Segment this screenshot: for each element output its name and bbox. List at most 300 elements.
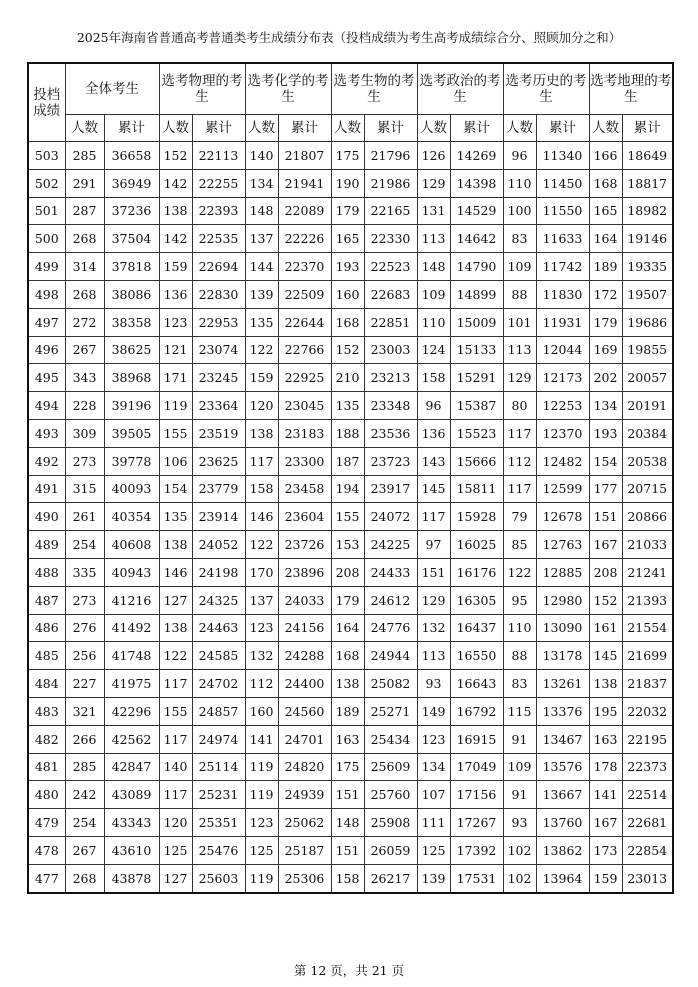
score-cell: 496: [28, 336, 65, 364]
table-row: [28, 308, 673, 336]
group-header: 选考化学的考生: [245, 63, 331, 115]
count-cell: 168: [331, 642, 364, 670]
cumulative-cell: 23213: [364, 364, 417, 392]
table-row: [28, 142, 673, 170]
count-cell: 158: [417, 364, 450, 392]
cumulative-cell: 23245: [192, 364, 245, 392]
cumulative-cell: 25082: [364, 670, 417, 698]
count-cell: 285: [65, 753, 104, 781]
cumulative-cell: 15666: [450, 447, 503, 475]
cumulative-cell: 13667: [536, 781, 589, 809]
cumulative-cell: 22195: [622, 725, 673, 753]
count-cell: 112: [503, 447, 536, 475]
cumulative-cell: 38358: [104, 308, 159, 336]
cumulative-cell: 21941: [278, 169, 331, 197]
cumulative-cell: 13090: [536, 614, 589, 642]
count-cell: 188: [331, 419, 364, 447]
count-cell: 148: [417, 253, 450, 281]
count-header: 人数: [417, 115, 450, 142]
cumulative-cell: 22854: [622, 836, 673, 864]
cumulative-cell: 18649: [622, 142, 673, 170]
count-cell: 139: [417, 864, 450, 892]
score-cell: 484: [28, 670, 65, 698]
cumulative-cell: 24820: [278, 753, 331, 781]
count-cell: 122: [245, 336, 278, 364]
cumulative-header: 累计: [278, 115, 331, 142]
count-header: 人数: [331, 115, 364, 142]
count-cell: 143: [417, 447, 450, 475]
count-cell: 134: [245, 169, 278, 197]
count-cell: 131: [417, 197, 450, 225]
count-cell: 119: [245, 864, 278, 892]
cumulative-cell: 41975: [104, 670, 159, 698]
cumulative-cell: 22113: [192, 142, 245, 170]
cumulative-cell: 23604: [278, 503, 331, 531]
cumulative-cell: 21699: [622, 642, 673, 670]
count-cell: 117: [159, 725, 192, 753]
count-cell: 193: [331, 253, 364, 281]
cumulative-cell: 12980: [536, 586, 589, 614]
cumulative-cell: 24433: [364, 558, 417, 586]
table-row: [28, 781, 673, 809]
count-cell: 142: [159, 169, 192, 197]
cumulative-cell: 24857: [192, 697, 245, 725]
cumulative-cell: 21986: [364, 169, 417, 197]
count-cell: 123: [245, 614, 278, 642]
score-cell: 479: [28, 809, 65, 837]
table-row: [28, 447, 673, 475]
cumulative-cell: 42562: [104, 725, 159, 753]
cumulative-cell: 20866: [622, 503, 673, 531]
table-row: [28, 364, 673, 392]
cumulative-cell: 41492: [104, 614, 159, 642]
score-cell: 483: [28, 697, 65, 725]
count-cell: 122: [503, 558, 536, 586]
cumulative-cell: 40093: [104, 475, 159, 503]
group-header: 选考地理的考生: [589, 63, 673, 115]
cumulative-header: 累计: [536, 115, 589, 142]
cumulative-cell: 26217: [364, 864, 417, 892]
cumulative-cell: 23896: [278, 558, 331, 586]
cumulative-cell: 23074: [192, 336, 245, 364]
count-cell: 140: [245, 142, 278, 170]
cumulative-cell: 43089: [104, 781, 159, 809]
count-cell: 160: [331, 280, 364, 308]
cumulative-cell: 25231: [192, 781, 245, 809]
cumulative-cell: 23917: [364, 475, 417, 503]
count-cell: 117: [417, 503, 450, 531]
cumulative-cell: 24939: [278, 781, 331, 809]
cumulative-cell: 22032: [622, 697, 673, 725]
cumulative-cell: 12173: [536, 364, 589, 392]
cumulative-cell: 11742: [536, 253, 589, 281]
count-cell: 190: [331, 169, 364, 197]
count-cell: 145: [417, 475, 450, 503]
cumulative-cell: 22644: [278, 308, 331, 336]
table-body: [28, 142, 673, 893]
score-cell: 485: [28, 642, 65, 670]
cumulative-cell: 17392: [450, 836, 503, 864]
count-cell: 208: [589, 558, 622, 586]
count-cell: 126: [417, 142, 450, 170]
count-cell: 85: [503, 531, 536, 559]
cumulative-cell: 23458: [278, 475, 331, 503]
cumulative-cell: 25908: [364, 809, 417, 837]
count-cell: 170: [245, 558, 278, 586]
cumulative-cell: 16437: [450, 614, 503, 642]
score-cell: 498: [28, 280, 65, 308]
count-cell: 179: [331, 197, 364, 225]
count-cell: 167: [589, 809, 622, 837]
group-header: 选考历史的考生: [503, 63, 589, 115]
cumulative-cell: 24974: [192, 725, 245, 753]
cumulative-cell: 15009: [450, 308, 503, 336]
count-cell: 164: [589, 225, 622, 253]
cumulative-cell: 24072: [364, 503, 417, 531]
count-cell: 195: [589, 697, 622, 725]
count-header: 人数: [159, 115, 192, 142]
cumulative-cell: 22509: [278, 280, 331, 308]
count-cell: 151: [331, 836, 364, 864]
count-cell: 124: [417, 336, 450, 364]
cumulative-cell: 41216: [104, 586, 159, 614]
cumulative-cell: 12253: [536, 392, 589, 420]
cumulative-cell: 11931: [536, 308, 589, 336]
count-cell: 276: [65, 614, 104, 642]
cumulative-cell: 16025: [450, 531, 503, 559]
count-cell: 110: [503, 614, 536, 642]
score-column-header: 投档成绩: [28, 63, 65, 142]
count-cell: 161: [589, 614, 622, 642]
count-cell: 172: [589, 280, 622, 308]
count-cell: 343: [65, 364, 104, 392]
count-cell: 148: [245, 197, 278, 225]
cumulative-cell: 18817: [622, 169, 673, 197]
table-row: [28, 586, 673, 614]
cumulative-cell: 24776: [364, 614, 417, 642]
count-cell: 261: [65, 503, 104, 531]
count-cell: 167: [589, 531, 622, 559]
cumulative-cell: 23183: [278, 419, 331, 447]
count-cell: 148: [331, 809, 364, 837]
cumulative-cell: 43610: [104, 836, 159, 864]
count-cell: 254: [65, 809, 104, 837]
count-cell: 315: [65, 475, 104, 503]
table-row: [28, 725, 673, 753]
cumulative-cell: 40608: [104, 531, 159, 559]
cumulative-cell: 24325: [192, 586, 245, 614]
cumulative-cell: 24198: [192, 558, 245, 586]
count-header: 人数: [503, 115, 536, 142]
cumulative-cell: 39505: [104, 419, 159, 447]
cumulative-cell: 12482: [536, 447, 589, 475]
cumulative-cell: 19855: [622, 336, 673, 364]
cumulative-cell: 20191: [622, 392, 673, 420]
cumulative-cell: 22330: [364, 225, 417, 253]
count-cell: 117: [159, 670, 192, 698]
count-cell: 107: [417, 781, 450, 809]
cumulative-cell: 13178: [536, 642, 589, 670]
table-row: [28, 253, 673, 281]
cumulative-cell: 16550: [450, 642, 503, 670]
table-row: [28, 392, 673, 420]
count-cell: 119: [245, 781, 278, 809]
cumulative-cell: 22373: [622, 753, 673, 781]
count-cell: 273: [65, 447, 104, 475]
score-cell: 490: [28, 503, 65, 531]
count-cell: 125: [159, 836, 192, 864]
score-cell: 494: [28, 392, 65, 420]
cumulative-cell: 13261: [536, 670, 589, 698]
count-cell: 115: [503, 697, 536, 725]
count-cell: 242: [65, 781, 104, 809]
count-cell: 155: [159, 697, 192, 725]
cumulative-cell: 22165: [364, 197, 417, 225]
count-cell: 127: [159, 864, 192, 892]
cumulative-cell: 22953: [192, 308, 245, 336]
count-cell: 254: [65, 531, 104, 559]
cumulative-cell: 22851: [364, 308, 417, 336]
count-cell: 113: [417, 225, 450, 253]
cumulative-cell: 15523: [450, 419, 503, 447]
page-footer: 第 12 页，共 21 页: [293, 963, 405, 978]
cumulative-cell: 39196: [104, 392, 159, 420]
count-cell: 129: [417, 586, 450, 614]
cumulative-cell: 40943: [104, 558, 159, 586]
cumulative-header: 累计: [104, 115, 159, 142]
cumulative-cell: 25476: [192, 836, 245, 864]
cumulative-cell: 12370: [536, 419, 589, 447]
cumulative-cell: 18982: [622, 197, 673, 225]
count-cell: 138: [245, 419, 278, 447]
cumulative-cell: 12678: [536, 503, 589, 531]
cumulative-cell: 24560: [278, 697, 331, 725]
table-row: [28, 336, 673, 364]
count-cell: 151: [589, 503, 622, 531]
cumulative-cell: 21033: [622, 531, 673, 559]
table-row: [28, 614, 673, 642]
cumulative-cell: 23003: [364, 336, 417, 364]
score-cell: 487: [28, 586, 65, 614]
count-cell: 123: [245, 809, 278, 837]
score-cell: 482: [28, 725, 65, 753]
cumulative-cell: 23348: [364, 392, 417, 420]
cumulative-cell: 21393: [622, 586, 673, 614]
table-row: [28, 809, 673, 837]
count-cell: 134: [417, 753, 450, 781]
count-cell: 117: [245, 447, 278, 475]
count-cell: 166: [589, 142, 622, 170]
count-cell: 111: [417, 809, 450, 837]
count-cell: 93: [417, 670, 450, 698]
count-cell: 153: [331, 531, 364, 559]
cumulative-cell: 25271: [364, 697, 417, 725]
cumulative-cell: 24463: [192, 614, 245, 642]
count-cell: 285: [65, 142, 104, 170]
count-cell: 117: [503, 419, 536, 447]
count-cell: 321: [65, 697, 104, 725]
score-cell: 480: [28, 781, 65, 809]
score-cell: 481: [28, 753, 65, 781]
cumulative-cell: 25062: [278, 809, 331, 837]
count-cell: 122: [159, 642, 192, 670]
count-header: 人数: [589, 115, 622, 142]
count-header: 人数: [245, 115, 278, 142]
count-cell: 266: [65, 725, 104, 753]
cumulative-cell: 25306: [278, 864, 331, 892]
count-cell: 117: [159, 781, 192, 809]
count-cell: 110: [503, 169, 536, 197]
count-cell: 267: [65, 336, 104, 364]
count-cell: 125: [417, 836, 450, 864]
count-cell: 202: [589, 364, 622, 392]
cumulative-cell: 12599: [536, 475, 589, 503]
cumulative-cell: 21837: [622, 670, 673, 698]
count-cell: 309: [65, 419, 104, 447]
count-cell: 109: [503, 753, 536, 781]
count-cell: 132: [245, 642, 278, 670]
cumulative-cell: 37504: [104, 225, 159, 253]
count-cell: 97: [417, 531, 450, 559]
count-cell: 102: [503, 864, 536, 892]
cumulative-cell: 14529: [450, 197, 503, 225]
cumulative-cell: 25609: [364, 753, 417, 781]
cumulative-cell: 24156: [278, 614, 331, 642]
count-cell: 123: [159, 308, 192, 336]
cumulative-header: 累计: [622, 115, 673, 142]
cumulative-cell: 22535: [192, 225, 245, 253]
count-cell: 101: [503, 308, 536, 336]
count-cell: 272: [65, 308, 104, 336]
cumulative-cell: 16915: [450, 725, 503, 753]
count-cell: 152: [331, 336, 364, 364]
score-cell: 495: [28, 364, 65, 392]
count-cell: 129: [503, 364, 536, 392]
count-cell: 138: [589, 670, 622, 698]
count-cell: 159: [159, 253, 192, 281]
count-cell: 314: [65, 253, 104, 281]
cumulative-cell: 22925: [278, 364, 331, 392]
cumulative-cell: 20384: [622, 419, 673, 447]
count-cell: 91: [503, 781, 536, 809]
count-cell: 138: [159, 197, 192, 225]
count-cell: 268: [65, 280, 104, 308]
cumulative-cell: 25187: [278, 836, 331, 864]
cumulative-cell: 37818: [104, 253, 159, 281]
cumulative-cell: 13576: [536, 753, 589, 781]
cumulative-cell: 22523: [364, 253, 417, 281]
count-cell: 134: [589, 392, 622, 420]
cumulative-cell: 22681: [622, 809, 673, 837]
table-row: [28, 697, 673, 725]
cumulative-cell: 21554: [622, 614, 673, 642]
count-cell: 173: [589, 836, 622, 864]
group-header: 选考物理的考生: [159, 63, 245, 115]
count-cell: 139: [245, 280, 278, 308]
cumulative-cell: 25603: [192, 864, 245, 892]
cumulative-cell: 36658: [104, 142, 159, 170]
cumulative-cell: 19146: [622, 225, 673, 253]
count-cell: 210: [331, 364, 364, 392]
cumulative-cell: 19507: [622, 280, 673, 308]
score-cell: 503: [28, 142, 65, 170]
count-cell: 193: [589, 419, 622, 447]
count-cell: 88: [503, 280, 536, 308]
cumulative-cell: 25434: [364, 725, 417, 753]
count-cell: 91: [503, 725, 536, 753]
cumulative-cell: 22830: [192, 280, 245, 308]
count-cell: 163: [589, 725, 622, 753]
count-cell: 141: [589, 781, 622, 809]
cumulative-cell: 17267: [450, 809, 503, 837]
cumulative-cell: 20715: [622, 475, 673, 503]
count-cell: 142: [159, 225, 192, 253]
count-cell: 152: [589, 586, 622, 614]
count-cell: 138: [331, 670, 364, 698]
count-cell: 137: [245, 586, 278, 614]
cumulative-cell: 14790: [450, 253, 503, 281]
cumulative-header: 累计: [450, 115, 503, 142]
count-cell: 83: [503, 670, 536, 698]
cumulative-cell: 24612: [364, 586, 417, 614]
cumulative-cell: 43343: [104, 809, 159, 837]
count-cell: 175: [331, 753, 364, 781]
count-cell: 155: [159, 419, 192, 447]
cumulative-cell: 40354: [104, 503, 159, 531]
cumulative-cell: 24701: [278, 725, 331, 753]
cumulative-cell: 22255: [192, 169, 245, 197]
table-row: [28, 558, 673, 586]
cumulative-header: 累计: [192, 115, 245, 142]
count-cell: 273: [65, 586, 104, 614]
count-cell: 159: [245, 364, 278, 392]
cumulative-cell: 14269: [450, 142, 503, 170]
cumulative-cell: 16305: [450, 586, 503, 614]
cumulative-cell: 38968: [104, 364, 159, 392]
table-row: [28, 642, 673, 670]
cumulative-cell: 13376: [536, 697, 589, 725]
count-cell: 227: [65, 670, 104, 698]
cumulative-cell: 14398: [450, 169, 503, 197]
count-cell: 165: [331, 225, 364, 253]
score-cell: 492: [28, 447, 65, 475]
cumulative-cell: 43878: [104, 864, 159, 892]
count-cell: 113: [417, 642, 450, 670]
cumulative-cell: 42847: [104, 753, 159, 781]
count-cell: 96: [417, 392, 450, 420]
score-cell: 497: [28, 308, 65, 336]
cumulative-cell: 13862: [536, 836, 589, 864]
cumulative-cell: 11340: [536, 142, 589, 170]
table-row: [28, 280, 673, 308]
cumulative-cell: 41748: [104, 642, 159, 670]
cumulative-cell: 23364: [192, 392, 245, 420]
cumulative-cell: 22683: [364, 280, 417, 308]
cumulative-cell: 21796: [364, 142, 417, 170]
count-cell: 145: [589, 642, 622, 670]
score-distribution-table: [27, 62, 674, 894]
count-cell: 151: [331, 781, 364, 809]
count-cell: 146: [159, 558, 192, 586]
count-cell: 179: [589, 308, 622, 336]
cumulative-cell: 13760: [536, 809, 589, 837]
count-cell: 88: [503, 642, 536, 670]
cumulative-cell: 24225: [364, 531, 417, 559]
cumulative-cell: 15387: [450, 392, 503, 420]
cumulative-cell: 13467: [536, 725, 589, 753]
count-cell: 129: [417, 169, 450, 197]
score-cell: 477: [28, 864, 65, 892]
